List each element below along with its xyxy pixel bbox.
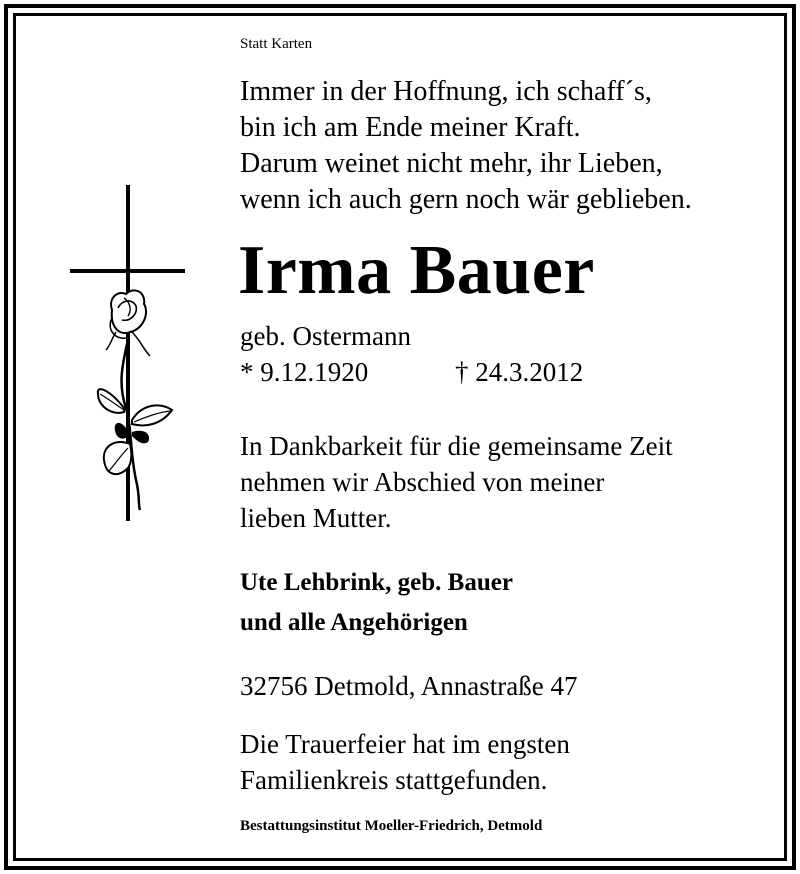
message-line: In Dankbarkeit für die gemeinsame Zeit (240, 431, 673, 461)
verse-line: bin ich am Ende meiner Kraft. (240, 112, 581, 143)
birth-date: * 9.12.1920 (240, 357, 369, 387)
verse (240, 74, 692, 218)
message-line: nehmen wir Abschied von meiner (240, 467, 605, 497)
message-line: lieben Mutter. (240, 503, 392, 533)
ceremony-line: Die Trauerfeier hat im engsten (240, 729, 570, 759)
verse-line: Immer in der Hoffnung, ich schaff´s, (240, 76, 652, 107)
funeral-home: Bestattungsinstitut Moeller-Friedrich, Detmold (240, 818, 543, 834)
ceremony-note (240, 726, 570, 798)
address: 32756 Detmold, Annastraße 47 (240, 671, 578, 701)
deceased-name: Irma Bauer (238, 232, 595, 309)
ceremony-line: Familienkreis stattgefunden. (240, 765, 548, 795)
mourner-line: Ute Lehbrink, geb. Bauer (240, 569, 513, 596)
birth-name: geb. Ostermann (240, 321, 411, 351)
statt-karten-note: Statt Karten (240, 36, 313, 52)
cross-with-rose-icon (60, 180, 190, 525)
verse-line: wenn ich auch gern noch wär geblieben. (240, 184, 692, 215)
death-date: † 24.3.2012 (455, 357, 584, 387)
gratitude-message (240, 428, 673, 536)
mourners (240, 563, 513, 643)
verse-line: Darum weinet nicht mehr, ihr Lieben, (240, 148, 663, 179)
mourner-line: und alle Angehörigen (240, 609, 468, 636)
